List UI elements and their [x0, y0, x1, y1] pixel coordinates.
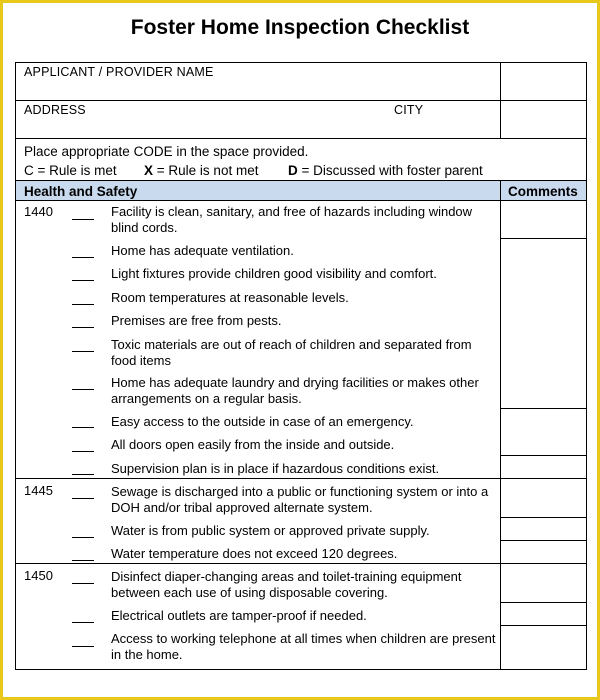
group-divider [16, 478, 501, 479]
code-legend-d [288, 163, 483, 178]
checklist-item: Facility is clean, sanitary, and free of hazards including window blind cords. [111, 204, 473, 235]
code-c: C [24, 163, 34, 178]
checklist-item: Light fixtures provide children good visibility and comfort. [111, 266, 437, 281]
code-entry-blank[interactable] [72, 498, 94, 499]
code-entry-blank[interactable] [72, 560, 94, 561]
group-divider [16, 563, 501, 564]
code-entry-blank[interactable] [72, 537, 94, 538]
section-title: Health and Safety [24, 184, 138, 199]
comment-field[interactable] [501, 626, 586, 670]
applicant-label: APPLICANT / PROVIDER NAME [24, 65, 214, 79]
checklist-table [15, 62, 587, 670]
comment-field[interactable] [501, 201, 586, 238]
checklist-item: Electrical outlets are tamper-proof if needed. [111, 608, 367, 623]
comment-field[interactable] [501, 541, 586, 563]
address-field[interactable] [16, 101, 386, 138]
code-entry-blank[interactable] [72, 280, 94, 281]
code-x: X [144, 163, 154, 178]
code-legend-x [144, 163, 258, 178]
comment-field[interactable] [501, 409, 586, 455]
comment-field[interactable] [501, 456, 586, 478]
address-label: ADDRESS [24, 103, 86, 117]
code-entry-blank[interactable] [72, 351, 94, 352]
checklist-item: Disinfect diaper-changing areas and toilet-training equipment between each use of using disposable covering. [111, 569, 462, 600]
comment-field[interactable] [501, 479, 586, 517]
code-entry-blank[interactable] [72, 646, 94, 647]
code-entry-blank[interactable] [72, 451, 94, 452]
rule-code: 1450 [24, 568, 53, 583]
comment-field[interactable] [501, 564, 586, 602]
code-d: D [288, 163, 298, 178]
code-c-text: = Rule is met [37, 163, 117, 178]
code-entry-blank[interactable] [72, 583, 94, 584]
instructions-text: Place appropriate CODE in the space provided. [24, 144, 309, 159]
row-divider [16, 138, 586, 139]
rule-code: 1440 [24, 204, 53, 219]
checklist-item: Access to working telephone at all times when children are present in the home. [111, 631, 496, 662]
city-field[interactable] [386, 101, 500, 138]
checklist-item: Premises are free from pests. [111, 313, 282, 328]
code-legend-c [24, 163, 117, 178]
code-entry-blank[interactable] [72, 622, 94, 623]
checklist-item: Supervision plan is in place if hazardous conditions exist. [111, 461, 440, 476]
code-entry-blank[interactable] [72, 327, 94, 328]
rule-code: 1445 [24, 483, 53, 498]
checklist-item: Sewage is discharged into a public or functioning system or into a DOH and/or tribal approved alternate system. [111, 484, 489, 515]
comment-field[interactable] [501, 518, 586, 540]
checklist-item: Toxic materials are out of reach of children and separated from food items [111, 337, 472, 368]
checklist-item: All doors open easily from the inside and outside. [111, 437, 395, 452]
comments-header: Comments [508, 184, 578, 199]
code-entry-blank[interactable] [72, 219, 94, 220]
page-title: Foster Home Inspection Checklist [130, 16, 470, 39]
code-entry-blank[interactable] [72, 427, 94, 428]
checklist-item: Water is from public system or approved private supply. [111, 523, 430, 538]
checklist-item: Home has adequate ventilation. [111, 243, 294, 258]
code-d-text: = Discussed with foster parent [301, 163, 483, 178]
code-x-text: = Rule is not met [156, 163, 259, 178]
comment-field[interactable] [501, 603, 586, 625]
header-side-field[interactable] [501, 63, 586, 138]
code-entry-blank[interactable] [72, 257, 94, 258]
code-entry-blank[interactable] [72, 474, 94, 475]
checklist-item: Home has adequate laundry and drying facilities or makes other arrangements on a regular basis. [111, 375, 479, 406]
city-label: CITY [394, 103, 424, 117]
checklist-item: Room temperatures at reasonable levels. [111, 290, 349, 305]
checklist-item: Water temperature does not exceed 120 degrees. [111, 546, 398, 561]
checklist-item: Easy access to the outside in case of an emergency. [111, 414, 414, 429]
applicant-name-field[interactable] [16, 63, 500, 100]
code-entry-blank[interactable] [72, 304, 94, 305]
code-entry-blank[interactable] [72, 389, 94, 390]
comment-field[interactable] [501, 239, 586, 408]
